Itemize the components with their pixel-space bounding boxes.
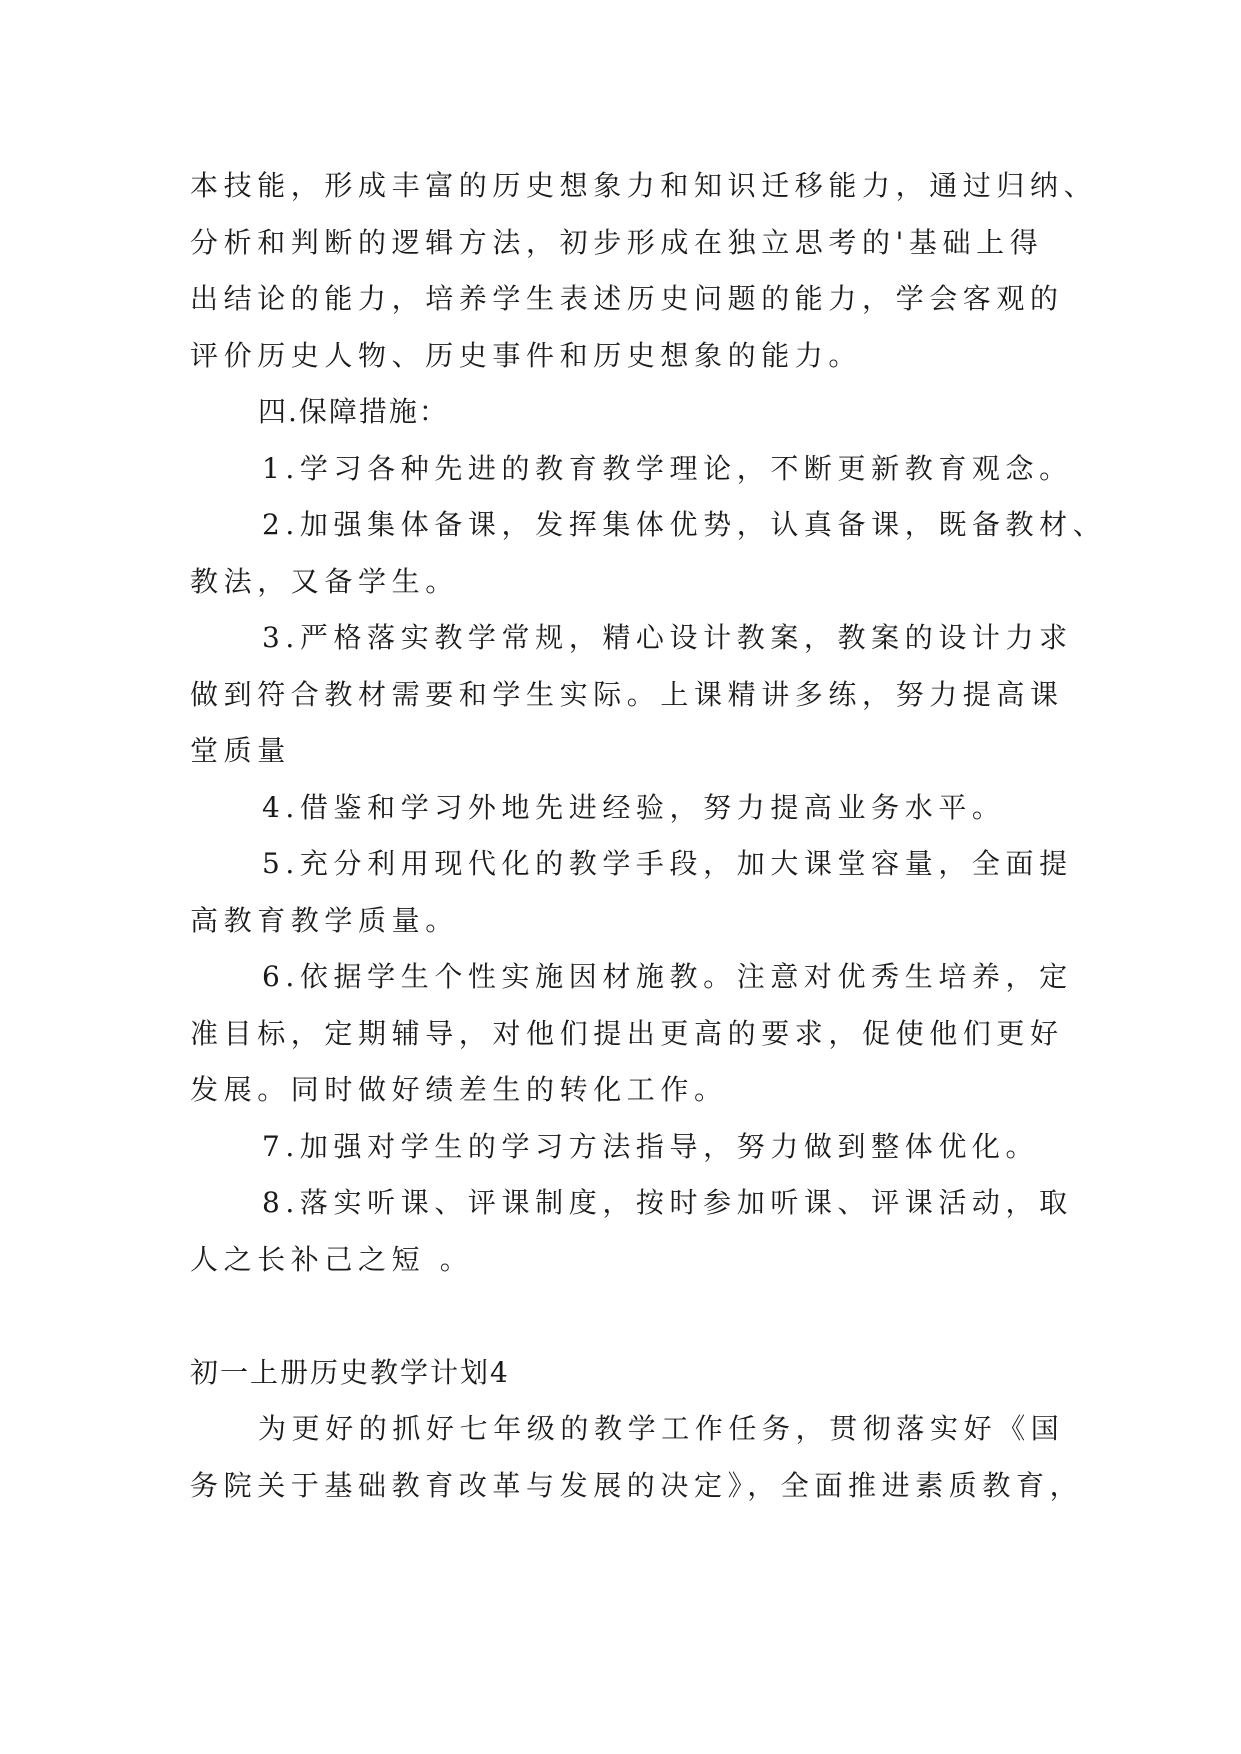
- section-heading: 四.保障措施：: [258, 395, 449, 428]
- next-paragraph-line: 务院关于基础教育改革与发展的决定》，全面推进素质教育，: [190, 1469, 1084, 1502]
- measure-6-line: 准目标，定期辅导，对他们提出更高的要求，促使他们更好: [190, 1017, 1064, 1050]
- measure-2-line: 2.加强集体备课，发挥集体优势，认真备课，既备教材、: [262, 508, 1107, 541]
- measure-2-line: 教法，又备学生。: [190, 565, 459, 598]
- measure-7-line: 7.加强对学生的学习方法指导，努力做到整体优化。: [262, 1130, 1040, 1163]
- next-section-title: 初一上册历史教学计划4: [190, 1356, 510, 1389]
- measure-6-line: 6.依据学生个性实施因材施教。注意对优秀生培养，定: [262, 960, 1073, 993]
- measure-1-line: 1.学习各种先进的教育教学理论，不断更新教育观念。: [262, 452, 1073, 485]
- paragraph-line: 出结论的能力，培养学生表述历史问题的能力，学会客观的: [190, 282, 1064, 315]
- measure-3-line: 3.严格落实教学常规，精心设计教案，教案的设计力求: [262, 621, 1073, 654]
- next-paragraph-line: 为更好的抓好七年级的教学工作任务，贯彻落实好《国: [258, 1412, 1065, 1445]
- measure-4-line: 4.借鉴和学习外地先进经验，努力提高业务水平。: [262, 791, 1006, 824]
- measure-6-line: 发展。同时做好绩差生的转化工作。: [190, 1073, 728, 1106]
- measure-3-line: 堂质量: [190, 734, 291, 767]
- paragraph-line: 分析和判断的逻辑方法，初步形成在独立思考的'基础上得: [190, 226, 1044, 259]
- measure-5-line: 5.充分利用现代化的教学手段，加大课堂容量，全面提: [262, 847, 1073, 880]
- measure-8-line: 人之长补己之短 。: [190, 1243, 474, 1276]
- paragraph-line: 评价历史人物、历史事件和历史想象的能力。: [190, 339, 863, 372]
- measure-8-line: 8.落实听课、评课制度，按时参加听课、评课活动，取: [262, 1186, 1073, 1219]
- measure-3-line: 做到符合教材需要和学生实际。上课精讲多练，努力提高课: [190, 678, 1064, 711]
- paragraph-line: 本技能，形成丰富的历史想象力和知识迁移能力，通过归纳、: [190, 169, 1098, 202]
- measure-5-line: 高教育教学质量。: [190, 904, 459, 937]
